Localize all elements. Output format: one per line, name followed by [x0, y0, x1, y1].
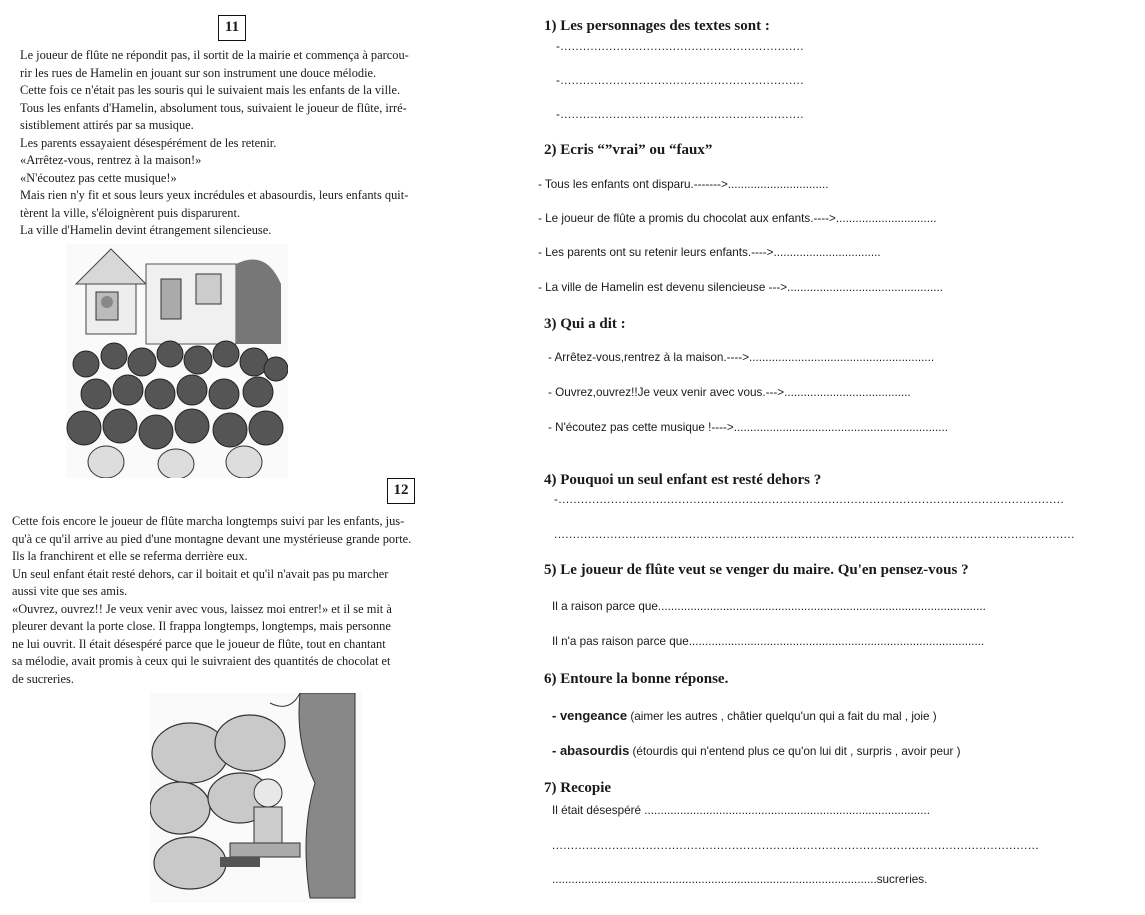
- question-4-title: 4) Pouquoi un seul enfant est resté dehors ?: [544, 472, 822, 488]
- question-3-title: 3) Qui a dit :: [544, 316, 626, 332]
- answer-line-1c: -.................................................................: [556, 108, 804, 121]
- true-false-item: - Les parents ont su retenir leurs enfants.---->.................................: [538, 246, 881, 259]
- answer-line-1a: -.................................................................: [556, 40, 804, 53]
- copy-line-1: Il était désespéré ........................................................................................: [552, 804, 931, 817]
- question-1-title: 1) Les personnages des textes sont :: [544, 18, 770, 34]
- choice-word: - vengeance: [552, 708, 628, 723]
- page-number-11: 11: [218, 15, 246, 41]
- page-number-12: 12: [387, 478, 415, 504]
- answer-line-5b: Il n'a pas raison parce que...........................................................................................: [552, 635, 985, 648]
- true-false-item: - Le joueur de flûte a promis du chocolat aux enfants.---->...............................: [538, 212, 937, 225]
- crowd-illustration: [66, 244, 288, 478]
- who-said-item: - N'écoutez pas cette musique !---->..................................................................: [548, 421, 949, 434]
- story-text-part-11: Le joueur de flûte ne répondit pas, il sortit de la mairie et commença à parcou- rir les rues de Hamelin en jouant sur son instrument une douce mélodie. Cette fois ce n'était pas les souris qui le suivaient mais les enfants de la ville. Tous les enfants d'Hamelin, absolument tous, suivaient le joueur de flûte, irré- sistiblement attirés par sa musique. Les parents essayaient désespérément de les retenir. «Arrêtez-vous, rentrez à la maison!» «N'écoutez pas cette musique!» Mais rien n'y fit et sous leurs yeux incrédules et abasourdis, leurs enfants quit- tèrent la ville, s'éloignèrent puis disparurent. La ville d'Hamelin devint étrangement silencieuse.: [20, 48, 409, 237]
- question-6-title: 6) Entoure la bonne réponse.: [544, 671, 729, 687]
- question-7-title: 7) Recopie: [544, 780, 612, 796]
- true-false-item: - La ville de Hamelin est devenu silencieuse --->................................................: [538, 281, 943, 294]
- choice-options: (étourdis qui n'entend plus ce qu'on lui dit , surpris , avoir peur ): [629, 745, 961, 758]
- who-said-item: - Arrêtez-vous,rentrez à la maison.---->.........................................................: [548, 351, 935, 364]
- who-said-item: - Ouvrez,ouvrez!!Je veux venir avec vous.--->.......................................: [548, 386, 911, 399]
- answer-line-1b: -.................................................................: [556, 74, 804, 87]
- story-text-part-12: Cette fois encore le joueur de flûte marcha longtemps suivi par les enfants, jus- qu'à ce qu'il arrive au pied d'une montagne devant une mystérieuse grande porte. Ils la franchirent et elle se referma derrière eux. Un seul enfant était resté dehors, car il boitait et qu'il n'avait pas pu marcher aussi vite que ses amis. «Ouvrez, ouvrez!! Je veux venir avec vous, laissez moi entrer!» et il se mit à pleurer devant la porte close. Il frappa longtemps, longtemps, mais personne ne lui ouvrit. Il était désespéré parce que le joueur de flûte, tout en chantant sa mélodie, avait promis à ceux qui le suivraient des quantités de chocolat et de sucreries.: [12, 514, 412, 686]
- question-5-title: 5) Le joueur de flûte veut se venger du maire. Qu'en pensez-vous ?: [544, 562, 969, 578]
- choice-word: - abasourdis: [552, 743, 630, 758]
- answer-line-4a: -.......................................................................................................................................: [554, 493, 1065, 506]
- true-false-item: - Tous les enfants ont disparu.------->...............................: [538, 178, 829, 191]
- child-illustration: [150, 693, 362, 903]
- copy-line-2: ..................................................................................................................................: [552, 839, 1040, 852]
- choice-item-vengeance: [552, 708, 937, 723]
- answer-line-5a: Il a raison parce que.....................................................................................................: [552, 600, 986, 613]
- question-2-title: 2) Ecris “”vrai” ou “faux”: [544, 142, 713, 158]
- choice-options: (aimer les autres , châtier quelqu'un qui a fait du mal , joie ): [627, 710, 937, 723]
- choice-item-abasourdis: [552, 743, 961, 758]
- copy-line-3: ....................................................................................................sucreries.: [552, 873, 928, 886]
- answer-line-4b: ...........................................................................................................................................: [554, 528, 1075, 541]
